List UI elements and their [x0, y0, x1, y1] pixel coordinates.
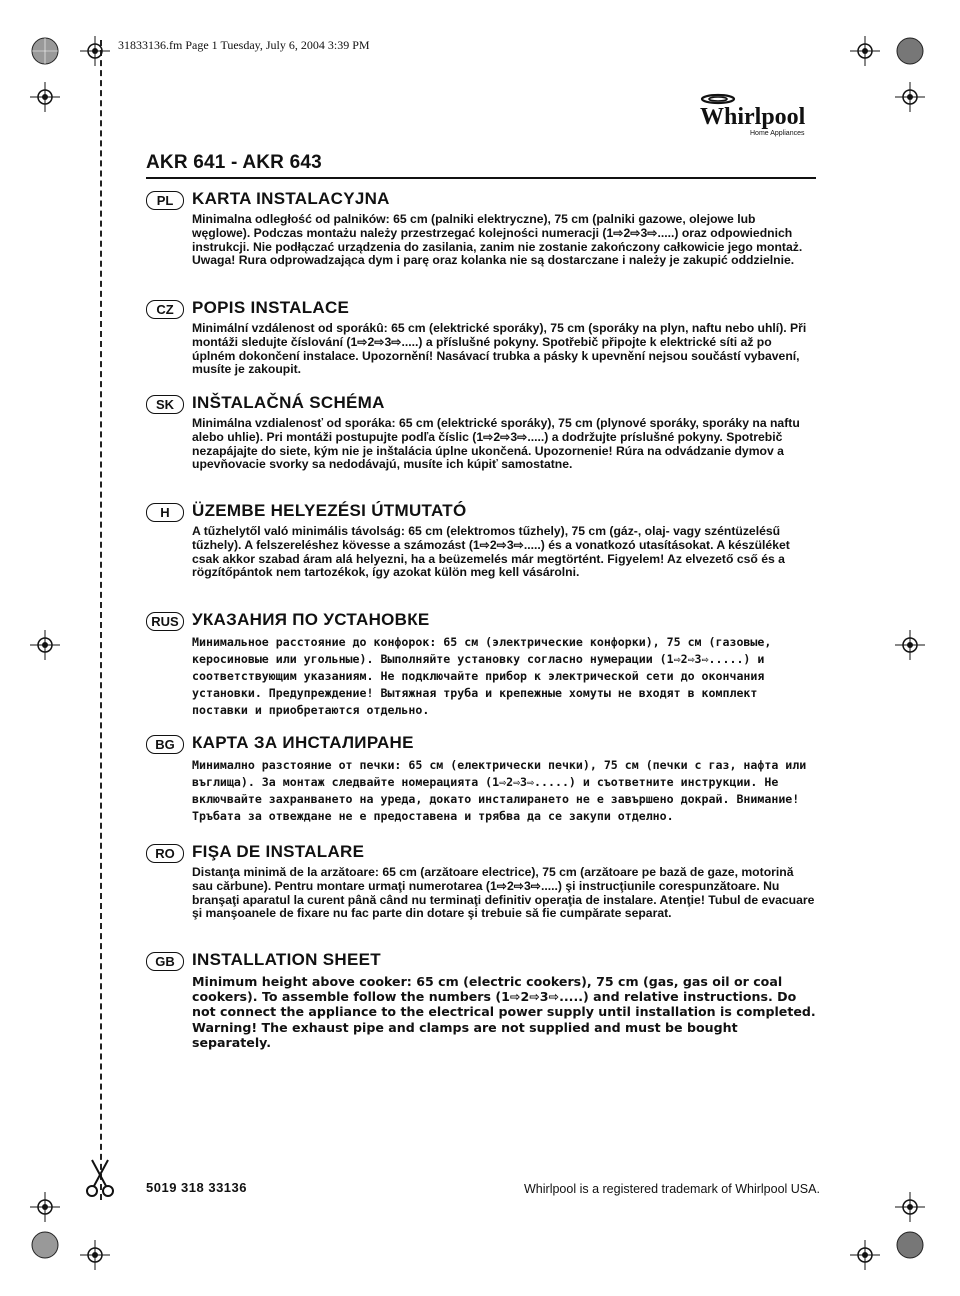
section-heading: FIŞA DE INSTALARE: [192, 842, 365, 861]
section-heading: КАРТА ЗА ИНСТАЛИРАНЕ: [192, 733, 414, 752]
registration-mark-icon: [895, 1192, 925, 1222]
registration-mark-icon: [895, 82, 925, 112]
section-text: Minimalna odległość od palników: 65 cm (palniki elektryczne), 75 cm (palniki gazowe, olejowe lub węglowe). Podczas montażu należy przestrzegać kolejności numeracji (1⇨2⇨3⇨.....) oraz odpowiednich instrukcji. Nie podłączać urządzenia do zasilania, zanim nie zostanie zakończony całkowicie jego montaż. Uwaga! Rura odprowadzająca dym i parę oraz kolanka nie są dostarczane i należy je zakupić oddzielnie.: [192, 212, 803, 268]
registration-mark-icon: [30, 630, 60, 660]
language-code: RUS: [146, 612, 184, 631]
registration-mark-icon: [30, 36, 60, 66]
language-code: PL: [146, 191, 184, 210]
registration-mark-icon: [30, 1192, 60, 1222]
language-code: SK: [146, 395, 184, 414]
section-heading: INSTALLATION SHEET: [192, 950, 381, 969]
part-number: 5019 318 33136: [146, 1180, 247, 1195]
registration-mark-icon: [850, 1240, 880, 1270]
registration-mark-icon: [30, 1230, 60, 1260]
section-text: Минимално разстояние от печки: 65 см (електрически печки), 75 см (печки с газ, нафта или въглища). За монтаж следвайте номерацията (1⇨2⇨3⇨.....) и съответните инструкции. Не включвайте захранването на уреда, докато инсталирането не е завършено докрай. Внимание! Тръбата за отвеждане не е предоставена и трябва да се закупи отделно.: [192, 758, 807, 823]
section-heading: УКАЗАНИЯ ПО УСТАНОВКЕ: [192, 610, 430, 629]
language-code: BG: [146, 735, 184, 754]
whirlpool-logo-icon: [696, 90, 820, 140]
section-text: Minimální vzdálenost od sporákû: 65 cm (elektrické sporáky), 75 cm (sporáky na plyn, naftu nebo uhlí). Při montáži sledujte číslování (1⇨2⇨3⇨.....) a příslušné pokyny. Spotřebič připojte k elektrické síti až po úplném dokončení instalace. Upozornění! Nasávací trubka a pásky k upevnění nejsou součástí vybavení, musíte je zakoupit.: [192, 321, 807, 377]
section-text: Minimum height above cooker: 65 cm (electric cookers), 75 cm (gas, gas oil or coal cookers). To assemble follow the numbers (1⇨2⇨3⇨.....) and relative instructions. Do not connect the appliance to the electrical power supply until installation is completed. Warning! The exhaust pipe and clamps are not supplied and must be bought separately.: [192, 974, 816, 1050]
section-text: Distanţa minimă de la arzătoare: 65 cm (arzătoare electrice), 75 cm (arzătoare pe bază de gaze, motorină sau cărbune). Pentru montare urmaţi numerotarea (1⇨2⇨3⇨.....) şi instrucţiunile corespunzătoare. Nu branşaţi aparatul la curent până când nu terminaţi definitiv operaţia de instalare. Atenţie! Tubul de evacuare şi manşoanele de fixare nu fac parte din dotare şi trebuie să fie cumpărate separat.: [192, 865, 815, 921]
print-header: 31833136.fm Page 1 Tuesday, July 6, 2004 3:39 PM: [118, 38, 370, 52]
scissors-icon: [84, 1158, 116, 1198]
language-code: H: [146, 503, 184, 522]
section-text: A tűzhelytől való minimális távolság: 65 cm (elektromos tűzhely), 75 cm (gáz-, olaj- vagy széntüzelésű tűzhely). A felszereléshez kövesse a számozást (1⇨2⇨3⇨.....) és a vonatkozó utasításokat. A készüléket csak akkor szabad áram alá helyezni, ha a beüzemelés már megtörtént. Figyelem! Az elvezető cső és a rögzítőpántok nem tartozékok, így azokat külön meg kell vásárolni.: [192, 524, 790, 580]
language-code: RO: [146, 844, 184, 863]
trademark-note: Whirlpool is a registered trademark of Whirlpool USA.: [524, 1182, 820, 1196]
registration-mark-icon: [895, 1230, 925, 1260]
section-heading: ÜZEMBE HELYEZÉSI ÚTMUTATÓ: [192, 501, 467, 520]
section-heading: INŠTALAČNÁ SCHÉMA: [192, 393, 385, 412]
logo-subtext: Home Appliances: [750, 130, 805, 137]
section-heading: KARTA INSTALACYJNA: [192, 189, 390, 208]
section-text: Минимальное расстояние до конфорок: 65 см (электрические конфорки), 75 см (газовые, керосиновые или угольные). Выполняйте установку согласно нумерации (1⇨2⇨3⇨.....) и соответствующим указаниям. Не подключайте прибор к электрической сети до окончания установки. Предупреждение! Вытяжная труба и крепежные хомуты не входят в комплект поставки и приобретаются отдельно.: [192, 635, 772, 717]
registration-mark-icon: [850, 36, 880, 66]
registration-mark-icon: [895, 630, 925, 660]
registration-mark-icon: [80, 1240, 110, 1270]
language-code: GB: [146, 952, 184, 971]
page-title: AKR 641 - AKR 643: [146, 152, 322, 173]
language-code: CZ: [146, 300, 184, 319]
registration-mark-icon: [30, 82, 60, 112]
section-heading: POPIS INSTALACE: [192, 298, 350, 317]
registration-mark-icon: [895, 36, 925, 66]
section-text: Minimálna vzdialenosť od sporáka: 65 cm (elektrické sporáky), 75 cm (plynové sporáky, sporáky na naftu alebo uhlie). Pri montáži postupujte podľa číslic (1⇨2⇨3⇨.....) a dodržujte príslušné pokyny. Spotrebič nezapájajte do siete, kým nie je inštalácia úplne ukončená. Upozornenie! Rúra na odvádzanie dymov a upevňovacie svorky sa nedodávajú, musíte ich kúpiť samostatne.: [192, 416, 800, 472]
logo-text: Whirlpool: [700, 104, 806, 130]
registration-mark-icon: [80, 36, 110, 66]
title-rule: [146, 177, 816, 179]
cut-line: [100, 40, 102, 1200]
